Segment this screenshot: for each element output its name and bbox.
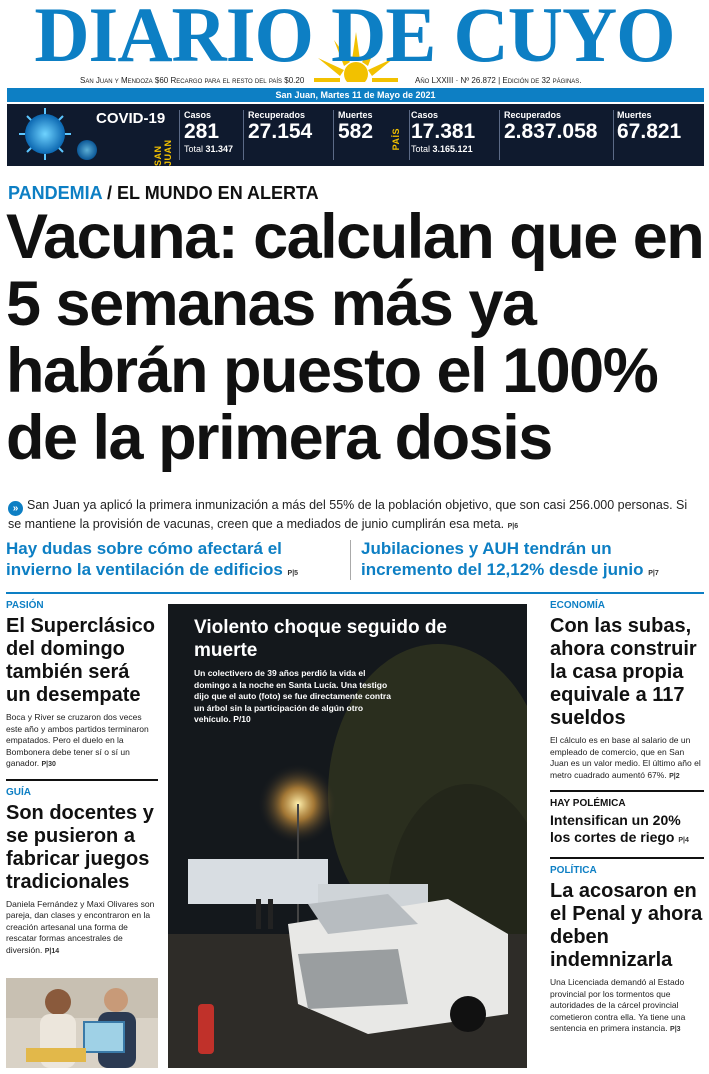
virus-icon <box>7 104 99 166</box>
crash-photo[interactable] <box>168 604 527 1068</box>
page-ref: P|5 <box>287 570 299 577</box>
divider <box>550 857 704 859</box>
story-title-docentes[interactable]: Son docentes y se pusieron a fabricar juegos tradicionales <box>6 801 154 893</box>
sj-casos: Casos 281 Total 31.347 <box>184 110 234 154</box>
teachers-photo <box>6 978 158 1068</box>
crash-story-body: Un colectivero de 39 años perdió la vida el domingo a la noche en Santa Lucía. Una testigo dijo que el auto (foto) se fue directamente contra un árbol sin la participación de algún otro vehículo. P/10 <box>194 668 391 724</box>
newspaper-logo: DIARIO DE CUYO <box>34 0 675 78</box>
covid-stats-bar <box>7 104 704 166</box>
page-ref: P|14 <box>44 947 60 955</box>
subheadline-jubilaciones[interactable]: Jubilaciones y AUH tendrán un incremento del 12,12% desde junio P|7 <box>361 539 659 579</box>
page-ref: P|30 <box>41 761 56 768</box>
story-title-casa-propia[interactable]: Con las subas, ahora construir la casa propia equivale a 117 sueldos <box>550 615 697 729</box>
masthead <box>0 0 709 85</box>
pais-tag: PAÍS <box>391 128 401 151</box>
page-ref: P/10 <box>233 714 251 724</box>
price-note: San Juan y Mendoza $60 Recargo para el resto del país $0.20 <box>80 76 305 85</box>
page-ref: P|4 <box>678 837 689 844</box>
story-title-penal[interactable]: La acosaron en el Penal y ahora deben indemnizarla <box>550 880 703 971</box>
divider <box>243 110 244 160</box>
section-tag-pasion: PASIÓN <box>6 600 44 611</box>
left-column <box>6 600 158 957</box>
sj-recuperados: Recuperados 27.154 <box>248 110 313 143</box>
double-chevron-icon: » <box>8 501 23 516</box>
dateline: San Juan, Martes 11 de Mayo de 2021 <box>7 88 704 102</box>
page-ref: P|6 <box>507 523 519 530</box>
main-kicker: PANDEMIA / EL MUNDO EN ALERTA <box>8 183 319 203</box>
divider <box>179 110 180 160</box>
page-ref: P|2 <box>669 772 680 780</box>
page-ref: P|7 <box>648 570 659 577</box>
main-lede: » San Juan ya aplicó la primera inmunización a más del 55% de la población objetivo, que son casi 256.000 personas. Si se mantiene la provisión de vacunas, creen que a mediados de junio cumplirán esa meta. P|6 <box>8 498 688 531</box>
pais-muertes: Muertes 67.821 <box>617 110 682 143</box>
story-body-docentes: Daniela Fernández y Maxi Olivares son pareja, dan clases y encontraron en la creación artesanal una forma de rescatar formas ancestrales de diversión. P|14 <box>6 898 155 955</box>
covid-title: COVID-19 <box>96 110 166 127</box>
divider <box>333 110 334 160</box>
san-juan-tag: SAN JUAN <box>153 139 173 166</box>
section-divider <box>6 592 704 594</box>
main-headline[interactable]: Vacuna: calculan que en 5 semanas más ya habrán puesto el 100% de la primera dosis <box>6 202 704 473</box>
divider <box>409 110 410 160</box>
sj-muertes: Muertes 582 <box>338 110 374 143</box>
story-title-riego[interactable]: Intensifican un 20% los cortes de riego P|4 <box>550 812 689 845</box>
section-tag-economia: ECONOMÍA <box>550 600 605 611</box>
divider <box>350 540 351 580</box>
divider <box>6 779 158 781</box>
pais-recuperados: Recuperados 2.837.058 <box>504 110 598 143</box>
story-body-superclasico: Boca y River se cruzaron dos veces este año y ambos partidos terminaron empatados. Pero el duelo en la Bombonera debe tener sí o sí un ganador. P|30 <box>6 712 149 768</box>
story-title-superclasico[interactable]: El Superclásico del domingo también será un desempate <box>6 615 155 706</box>
crash-story-title: Violento choque seguido de muerte <box>194 617 448 661</box>
section-tag-politica: POLÍTICA <box>550 865 597 876</box>
divider <box>499 110 500 160</box>
divider <box>613 110 614 160</box>
pais-casos: Casos 17.381 Total 3.165.121 <box>411 110 476 154</box>
section-tag-polemica: HAY POLÉMICA <box>550 798 626 809</box>
story-body-penal: Una Licenciada demandó al Estado provincial por los tormentos que autoridades de la cárcel provincial cometieron contra ella. Ya tiene una sentencia en primera instancia. P|3 <box>550 977 686 1033</box>
right-column <box>550 600 704 1036</box>
divider <box>550 790 704 792</box>
section-tag-guia: GUÍA <box>6 786 31 798</box>
edition-note: Año LXXIII · Nº 26.872 | Edición de 32 páginas. <box>415 76 582 85</box>
subheadline-ventilacion[interactable]: Hay dudas sobre cómo afectará el invierno la ventilación de edificios P|5 <box>6 539 299 579</box>
story-body-casa-propia: El cálculo es en base al salario de un empleado de comercio, que en San Juan es un valor medio. El último año el metro cuadrado aumentó 67%. P|2 <box>550 735 701 780</box>
page-ref: P|3 <box>670 1026 681 1033</box>
